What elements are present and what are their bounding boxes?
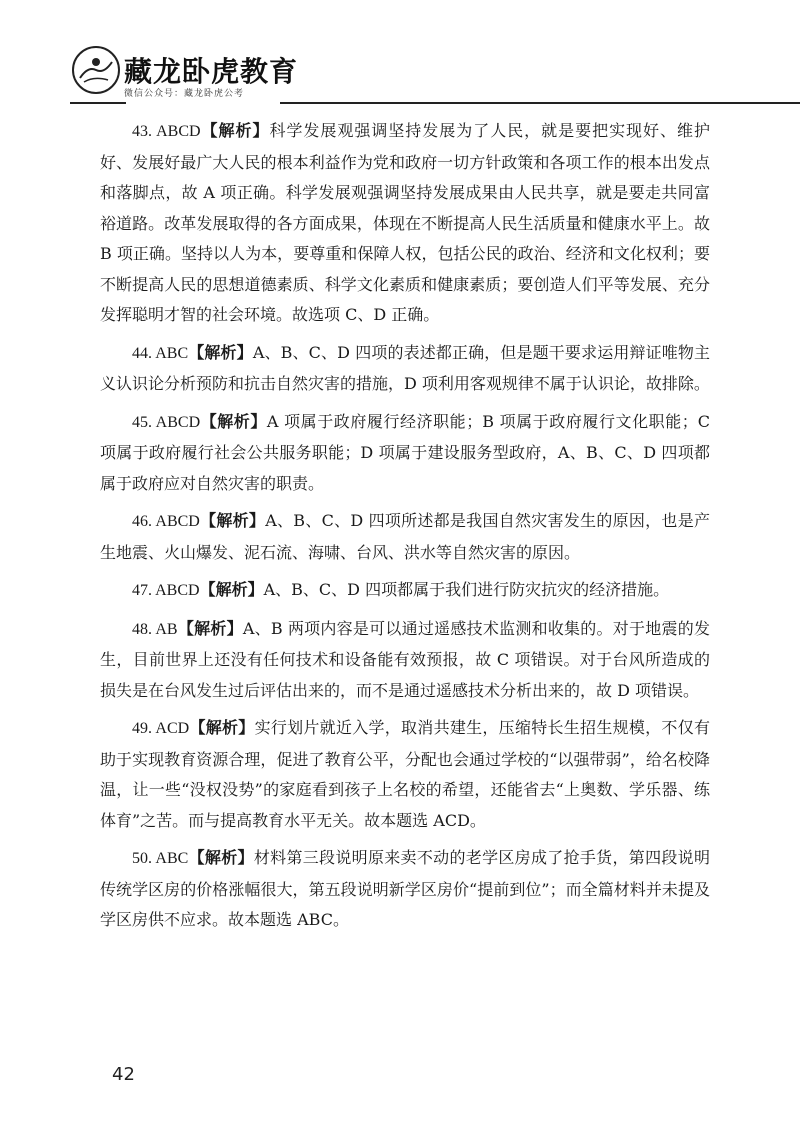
answer-number: 50. ABC [132, 850, 189, 867]
explanation-text: 材料第三段说明原来卖不动的老学区房成了抢手货，第四段说明传统学区房的价格涨幅很大，第五段说明新学区房价“提前到位”；而全篇材料并未提及学区房供不应求。故本题选 ABC。 [100, 848, 710, 929]
analysis-tag: 【解析】 [199, 511, 266, 530]
header-rule-right [280, 102, 800, 104]
analysis-tag: 【解析】 [177, 618, 243, 638]
answer-explanations [100, 116, 710, 943]
analysis-tag: 【解析】 [189, 718, 255, 737]
answer-number: 44. ABC [132, 344, 189, 362]
header-rule-left [70, 102, 126, 104]
explanation-text: 科学发展观强调坚持发展为了人民，就是要把实现好、维护好、发展好最广大人民的根本利益作为党和政府一切方针政策和各项工作的根本出发点和落脚点，故 A 项正确。科学发展观强调坚持发展成果由人民共享，就是要走共同富裕道路。改革发展取得的各方面成果，体现在不断提高人民生活质量和健康水平上。故 B 项正确。坚持以人为本，要尊重和保障人权，包括公民的政治、经济和文化权利；要不断提高人民的思想道德素质、科学文化素质和健康素质；要创造人们平等发展、充分发挥聪明才智的社会环境。故选项 C、D 正确。 [100, 121, 710, 324]
explanation-text: A、B、C、D 四项所述都是我国自然灾害发生的原因，也是产生地震、火山爆发、泥石流、海啸、台风、洪水等自然灾害的原因。 [100, 511, 710, 562]
explanation-45 [100, 407, 710, 500]
explanation-text: A、B、C、D 四项的表述都正确，但是题干要求运用辩证唯物主义认识论分析预防和抗击自然灾害的措施，D 项利用客观规律不属于认识论，故排除。 [100, 342, 710, 393]
analysis-tag: 【解析】 [188, 342, 253, 362]
explanation-43 [100, 116, 710, 331]
explanation-49 [100, 713, 710, 836]
analysis-tag: 【解析】 [200, 411, 267, 431]
explanation-48 [100, 614, 710, 707]
page-number: 42 [112, 1064, 135, 1085]
answer-number: 47. ABCD [132, 582, 200, 599]
analysis-tag: 【解析】 [199, 580, 264, 599]
explanation-44 [100, 338, 710, 400]
explanation-text: A 项属于政府履行经济职能；B 项属于政府履行文化职能；C 项属于政府履行社会公共服务职能；D 项属于建设服务型政府，A、B、C、D 四项都属于政府应对自然灾害的职责。 [100, 411, 710, 493]
answer-number: 48. AB [132, 620, 178, 638]
answer-number: 49. ACD [132, 720, 190, 737]
explanation-50 [100, 843, 710, 936]
answer-number: 46. ABCD [132, 513, 200, 530]
analysis-tag: 【解析】 [200, 121, 270, 140]
brand-name: 藏龙卧虎教育 [124, 55, 299, 88]
explanation-text: A、B 两项内容是可以通过遥感技术监测和收集的。对于地震的发生，目前世界上还没有任何技术和设备能有效预报，故 C 项错误。对于台风所造成的损失是在台风发生过后评估出来的，而不是通过遥感技术分析出来的，故 D 项错误。 [100, 618, 710, 700]
analysis-tag: 【解析】 [188, 848, 254, 867]
explanation-text: A、B、C、D 四项都属于我们进行防灾抗灾的经济措施。 [263, 580, 670, 599]
brand-tagline: 微信公众号：藏龙卧虎公考 [124, 89, 245, 99]
answer-number: 43. ABCD [132, 123, 201, 140]
answer-number: 45. ABCD [132, 413, 201, 431]
explanation-47 [100, 575, 710, 607]
brand-logo-icon [72, 46, 120, 94]
page-header [0, 0, 800, 106]
explanation-46 [100, 506, 710, 568]
explanation-text: 实行划片就近入学，取消共建生，压缩特长生招生规模，不仅有助于实现教育资源合理，促进了教育公平，分配也会通过学校的“以强带弱”，给名校降温，让一些“没权没势”的家庭看到孩子上名校的希望，还能省去“上奥数、学乐器、练体育”之苦。而与提高教育水平无关。故本题选 ACD。 [100, 718, 710, 830]
